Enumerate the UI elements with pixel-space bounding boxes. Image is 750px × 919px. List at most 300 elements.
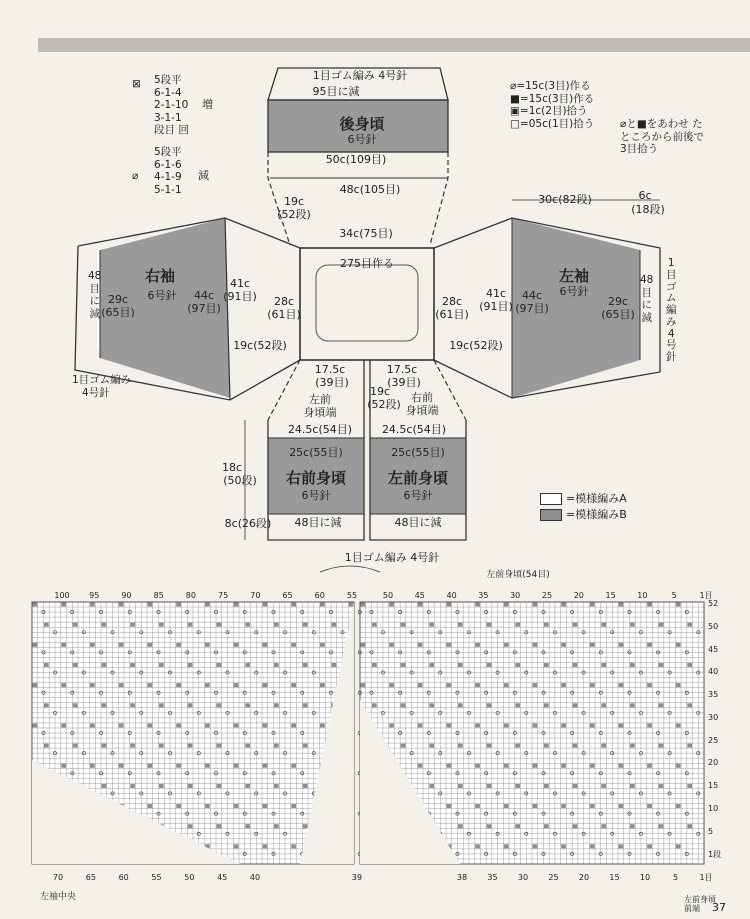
stitch-mark-b	[234, 643, 239, 647]
arm-cuff-1: 6c	[638, 189, 652, 202]
stitch-mark-b	[630, 744, 635, 748]
chart-axis-number: 35	[487, 873, 498, 882]
stitch-mark-b	[159, 623, 164, 627]
stitch-mark-b	[274, 623, 279, 627]
stitch-mark-b	[418, 764, 423, 768]
stitch-mark-b	[44, 623, 49, 627]
stitch-mark-b	[647, 723, 652, 727]
stitch-mark-b	[389, 643, 394, 647]
stitch-mark-b	[159, 784, 164, 788]
stitch-mark-b	[458, 623, 463, 627]
chart-axis-number: 60	[314, 591, 325, 600]
stitch-mark-b	[303, 663, 308, 667]
stitch-mark-b	[447, 683, 452, 687]
chart-axis-number: 35	[478, 591, 489, 600]
stitch-mark-b	[176, 683, 181, 687]
stitch-mark-b	[487, 744, 492, 748]
note-line: ■=15c(3目)作る	[510, 92, 595, 105]
stitch-mark-b	[188, 744, 193, 748]
stitch-mark-b	[263, 643, 268, 647]
chart-axis-number: 60	[118, 873, 129, 882]
stitch-mark-b	[458, 663, 463, 667]
chart-axis-number: 75	[218, 591, 229, 600]
arm-cuff-2: (18段)	[631, 203, 665, 216]
rib-char: 1	[667, 257, 675, 269]
dec-line: 5段平	[154, 146, 182, 158]
stitch-mark-b	[659, 703, 664, 707]
stitch-mark-b	[148, 804, 153, 808]
dec-line: 4-1-9	[154, 171, 182, 184]
stitch-mark-b	[515, 703, 520, 707]
stitch-mark-b	[647, 844, 652, 848]
chart-axis-number: 90	[121, 591, 132, 600]
stitch-mark-b	[389, 723, 394, 727]
stitch-mark-b	[332, 623, 337, 627]
bottom-rib-label: 1目ゴム編み 4号針	[344, 551, 440, 564]
stitch-mark-b	[475, 804, 480, 808]
stitch-mark-b	[504, 603, 509, 607]
stitch-mark-b	[263, 764, 268, 768]
stitch-mark-b	[647, 643, 652, 647]
stitch-mark-b	[533, 683, 538, 687]
stitch-mark-b	[217, 703, 222, 707]
stitch-mark-b	[630, 703, 635, 707]
stitch-mark-b	[44, 744, 49, 748]
stitch-mark-b	[447, 643, 452, 647]
stitch-mark-b	[573, 824, 578, 828]
stitch-mark-b	[205, 643, 210, 647]
rib-char: 編	[666, 304, 677, 316]
stitch-mark-b	[234, 723, 239, 727]
stitch-mark-b	[291, 804, 296, 808]
inc-line: 6-1-4	[154, 86, 182, 99]
stitch-mark-b	[659, 623, 664, 627]
chart-axis-number: 80	[185, 591, 196, 600]
neck-width: 34c(75目)	[339, 227, 393, 240]
stitch-mark-b	[687, 663, 692, 667]
stitch-mark-b	[544, 623, 549, 627]
stitch-mark-b	[188, 703, 193, 707]
stitch-mark-b	[303, 784, 308, 788]
chart-row-number: 20	[708, 758, 719, 768]
chart-header: 左前身頃(54目)	[486, 570, 550, 580]
stitch-mark-b	[475, 603, 480, 607]
sleeve-left-raglan-1: 41c	[485, 287, 507, 300]
sleeve-right-width-2: (65目)	[101, 306, 135, 319]
chart-row-number: 1段	[708, 849, 722, 859]
stitch-mark-b	[590, 683, 595, 687]
chart-axis-number: 40	[446, 591, 457, 600]
stitch-mark-b	[504, 764, 509, 768]
stitch-mark-b	[573, 744, 578, 748]
legend-label-b: =模様編みB	[566, 508, 627, 521]
front-left-title: 左前身頃	[387, 469, 449, 487]
stitch-mark-b	[619, 603, 624, 607]
stitch-mark-b	[544, 744, 549, 748]
stitch-mark-b	[188, 824, 193, 828]
stitch-mark-b	[590, 764, 595, 768]
front-right-title: 右前身頃	[285, 469, 347, 487]
sleeve-right-length-2: (97目)	[187, 302, 221, 315]
stitch-mark-b	[245, 703, 250, 707]
stitch-mark-b	[303, 824, 308, 828]
stitch-mark-b	[590, 844, 595, 848]
cuff-char: 48	[88, 270, 102, 282]
chart-axis-number: 1目	[699, 873, 713, 882]
stitch-mark-b	[659, 744, 664, 748]
note-line: ▣=1c(2目)拾う	[510, 105, 588, 118]
increase-word: 増	[202, 98, 213, 111]
stitch-mark-b	[601, 623, 606, 627]
sleeve-left-width-2: (65目)	[601, 308, 635, 321]
stitch-mark-b	[73, 744, 78, 748]
dec-line: 6-1-6	[154, 158, 182, 171]
stitch-mark-b	[90, 683, 95, 687]
stitch-mark-b	[659, 784, 664, 788]
chart-axis-number: 70	[52, 873, 64, 882]
stitch-mark-b	[61, 643, 66, 647]
stitch-mark-b	[515, 784, 520, 788]
stitch-mark-b	[487, 663, 492, 667]
legend-swatch-a	[540, 493, 562, 505]
front-left-neck-1: 17.5c	[386, 363, 418, 376]
front-left-needle: 6号針	[403, 489, 433, 502]
stitch-mark-b	[647, 603, 652, 607]
front-left-side-2: (52段)	[367, 398, 401, 411]
stitch-mark-b	[119, 764, 124, 768]
stitch-mark-b	[217, 744, 222, 748]
stitch-mark-b	[619, 683, 624, 687]
chart-row-number: 15	[708, 781, 719, 791]
stitch-mark-b	[263, 683, 268, 687]
chart-axis-number: 65	[85, 873, 96, 882]
rib-line: 1目ゴム編み	[72, 374, 132, 386]
chart-axis-number: 25	[541, 591, 553, 600]
inc-line: 段目 回	[154, 124, 189, 137]
stitch-mark-b	[361, 643, 366, 647]
stitch-mark-b	[332, 663, 337, 667]
sleeve-right-side: 19c(52段)	[233, 339, 287, 352]
stitch-mark-b	[544, 784, 549, 788]
sleeve-left-length-2: (97目)	[515, 302, 549, 315]
front-left-center-1: 右前	[411, 391, 433, 404]
chart-axis-number: 55	[346, 591, 358, 600]
stitch-mark-b	[533, 603, 538, 607]
stitch-mark-b	[205, 683, 210, 687]
chart-row-number: 30	[708, 712, 719, 722]
sleeve-right-cuff-dec	[88, 270, 101, 320]
stitch-mark-b	[487, 824, 492, 828]
stitch-mark-b	[401, 623, 406, 627]
sleeve-left-length-1: 44c	[521, 289, 543, 302]
stitch-mark-b	[320, 683, 325, 687]
increase-lines	[154, 74, 189, 137]
chart-axis-number: 15	[605, 591, 616, 600]
stitch-mark-b	[33, 603, 38, 607]
stitch-mark-b	[429, 703, 434, 707]
stitch-mark-b	[401, 703, 406, 707]
decrease-word: 減	[198, 169, 209, 182]
stitch-mark-b	[119, 603, 124, 607]
front-right-body: 25c(55目)	[289, 446, 343, 459]
stitch-mark-b	[372, 703, 377, 707]
stitch-mark-b	[188, 784, 193, 788]
sleeve-left-side: 19c(52段)	[449, 339, 503, 352]
stitch-mark-b	[188, 623, 193, 627]
stitch-mark-b	[119, 683, 124, 687]
chart-axis-number: 38	[456, 873, 468, 882]
chart-axis-number: 50	[382, 591, 394, 600]
stitch-mark-b	[447, 603, 452, 607]
stitch-mark-b	[418, 723, 423, 727]
stitch-mark-b	[458, 824, 463, 828]
chart-axis-number: 100	[54, 591, 70, 600]
stitch-mark-b	[217, 784, 222, 788]
stitch-mark-b	[515, 623, 520, 627]
stitch-mark-b	[504, 683, 509, 687]
stitch-mark-b	[274, 744, 279, 748]
stitch-mark-b	[303, 744, 308, 748]
stitch-mark-b	[630, 784, 635, 788]
stitch-mark-b	[429, 623, 434, 627]
stitch-mark-b	[205, 723, 210, 727]
sleeve-right-length-1: 44c	[193, 289, 215, 302]
front-left-center-2: 身頃端	[405, 404, 439, 417]
stitch-mark-b	[159, 703, 164, 707]
back-title: 後身頃	[339, 115, 385, 133]
rib-char: ゴ	[666, 280, 677, 293]
stitch-mark-b	[102, 623, 107, 627]
stitch-mark-b	[561, 723, 566, 727]
cuff-char: 目	[89, 282, 100, 295]
stitch-mark-b	[475, 723, 480, 727]
stitch-mark-b	[573, 663, 578, 667]
stitch-mark-b	[320, 603, 325, 607]
stitch-mark-b	[130, 623, 135, 627]
stitch-mark-b	[475, 844, 480, 848]
stitch-mark-b	[188, 663, 193, 667]
stitch-mark-b	[687, 784, 692, 788]
stitch-mark-b	[274, 663, 279, 667]
inc-line: 2-1-10	[154, 99, 189, 112]
stitch-mark-b	[418, 683, 423, 687]
chart-axis-number: 95	[89, 591, 100, 600]
stitch-mark-b	[148, 683, 153, 687]
stitch-mark-b	[590, 603, 595, 607]
stitch-mark-b	[102, 703, 107, 707]
chart-axis-number: 20	[578, 873, 590, 882]
stitch-mark-b	[561, 804, 566, 808]
stitch-mark-b	[487, 703, 492, 707]
cuff-char: に	[641, 299, 652, 312]
stitch-mark-b	[205, 764, 210, 768]
stitch-mark-b	[61, 603, 66, 607]
stitch-mark-b	[102, 784, 107, 788]
stitch-mark-b	[389, 683, 394, 687]
stitch-mark-b	[429, 744, 434, 748]
stitch-mark-b	[561, 764, 566, 768]
stitch-mark-b	[217, 663, 222, 667]
sleeve-right-needle: 6号針	[147, 289, 177, 302]
stitch-mark-b	[130, 663, 135, 667]
stitch-mark-b	[44, 663, 49, 667]
chart-row-number: 35	[708, 690, 719, 700]
stitch-mark-b	[361, 603, 366, 607]
stitch-mark-b	[148, 603, 153, 607]
front-height-2: (50段)	[223, 474, 257, 487]
stitch-mark-b	[515, 744, 520, 748]
stitch-mark-b	[659, 663, 664, 667]
stitch-mark-b	[630, 824, 635, 828]
back-bottom-width: 48c(105目)	[339, 183, 401, 196]
stitch-mark-b	[176, 603, 181, 607]
rib-line: 4号針	[82, 386, 110, 399]
legend-label-a: =模様編みA	[566, 492, 627, 505]
back-side-1: 19c	[283, 195, 305, 208]
chart-row-number: 45	[708, 644, 719, 654]
inc-line: 5段平	[154, 74, 182, 86]
stitch-mark-b	[687, 824, 692, 828]
stitch-mark-b	[361, 683, 366, 687]
chart-row-number: 10	[708, 804, 719, 814]
stitch-mark-b	[102, 663, 107, 667]
stitch-mark-b	[676, 683, 681, 687]
legend-item-b	[540, 509, 627, 522]
front-height-1: 18c	[221, 461, 243, 474]
stitch-mark-b	[418, 643, 423, 647]
sleeve-right-title: 右袖	[144, 267, 176, 285]
stitch-mark-b	[176, 643, 181, 647]
stitch-mark-b	[291, 683, 296, 687]
note-line: ⌀=15c(3目)作る	[510, 80, 591, 92]
stitch-mark-b	[601, 663, 606, 667]
stitch-mark-b	[245, 623, 250, 627]
chart-row-number: 50	[708, 621, 719, 631]
cuff-char: 減	[89, 307, 100, 320]
back-dec-label: 95目に減	[312, 85, 360, 98]
stitch-mark-b	[245, 824, 250, 828]
chart-axis-number: 1目	[699, 591, 713, 600]
stitch-mark-b	[676, 844, 681, 848]
front-left-width: 24.5c(54目)	[381, 423, 447, 436]
stitch-mark-b	[176, 804, 181, 808]
stitch-mark-b	[687, 623, 692, 627]
stitch-mark-b	[619, 643, 624, 647]
stitch-mark-b	[573, 703, 578, 707]
sleeve-left-cuff-dec	[640, 274, 653, 324]
stitch-mark-b	[533, 723, 538, 727]
stitch-mark-b	[245, 784, 250, 788]
stitch-mark-b	[429, 663, 434, 667]
chart-axis-number: 10	[637, 591, 648, 600]
stitch-mark-b	[630, 623, 635, 627]
stitch-mark-b	[159, 663, 164, 667]
stitch-mark-b	[429, 784, 434, 788]
stitch-mark-b	[291, 764, 296, 768]
chart-axis-number: 5	[672, 873, 679, 882]
stitch-mark-b	[148, 723, 153, 727]
chart-axis-number: 70	[250, 591, 261, 600]
chart-axis-number: 85	[153, 591, 164, 600]
edge-line: 左前身頃	[684, 895, 716, 904]
left-center-label: 左袖中央	[40, 892, 77, 902]
stitch-mark-b	[561, 844, 566, 848]
stitch-mark-b	[533, 764, 538, 768]
stitch-mark-b	[274, 703, 279, 707]
cuff-char: に	[89, 295, 100, 308]
stitch-mark-b	[234, 804, 239, 808]
rib-char: ム	[666, 292, 677, 305]
stitch-mark-b	[447, 723, 452, 727]
stitch-mark-b	[619, 723, 624, 727]
stitch-mark-b	[90, 603, 95, 607]
stitch-mark-b	[119, 723, 124, 727]
stitch-mark-b	[245, 663, 250, 667]
chart-axis-number: 25	[548, 873, 559, 882]
decrease-symbol: ⌀	[132, 170, 139, 182]
sleeve-left-rib	[666, 258, 677, 364]
stitch-mark-b	[544, 703, 549, 707]
stitch-mark-b	[274, 824, 279, 828]
chart-axis-number: 65	[282, 591, 293, 600]
stitch-mark-b	[573, 784, 578, 788]
front-left-side-1: 19c	[369, 385, 391, 398]
sleeve-right-rib	[72, 374, 131, 399]
stitch-mark-b	[487, 623, 492, 627]
stitch-mark-b	[130, 784, 135, 788]
stitch-mark-b	[90, 643, 95, 647]
front-right-needle: 6号針	[301, 489, 331, 502]
stitch-mark-b	[676, 804, 681, 808]
stitch-mark-b	[533, 643, 538, 647]
stitch-mark-b	[33, 643, 38, 647]
stitch-mark-b	[389, 603, 394, 607]
stitch-mark-b	[320, 723, 325, 727]
neck-cast-on: 275目作る	[340, 257, 394, 270]
stitch-mark-b	[647, 683, 652, 687]
stitch-mark-b	[504, 723, 509, 727]
back-side-2: (52段)	[277, 208, 311, 221]
stitch-mark-b	[647, 764, 652, 768]
stitch-mark-b	[90, 764, 95, 768]
stitch-mark-b	[458, 703, 463, 707]
stitch-mark-b	[372, 623, 377, 627]
inc-line: 3-1-1	[154, 111, 182, 124]
stitch-mark-b	[130, 703, 135, 707]
stitch-mark-b	[234, 764, 239, 768]
stitch-mark-b	[263, 723, 268, 727]
cuff-char: 48	[640, 274, 654, 286]
sleeve-right-raglan-1: 41c	[229, 277, 251, 290]
front-left-bottom: 48目に減	[394, 516, 442, 529]
stitch-mark-b	[130, 744, 135, 748]
stitch-mark-b	[119, 643, 124, 647]
stitch-mark-b	[676, 643, 681, 647]
chart-row-number: 52	[708, 599, 719, 608]
stitch-mark-b	[447, 804, 452, 808]
stitch-mark-b	[515, 824, 520, 828]
page-number: 37	[712, 901, 726, 914]
cuff-char: 目	[641, 286, 652, 299]
stitch-mark-b	[619, 764, 624, 768]
stitch-mark-b	[291, 603, 296, 607]
stitch-mark-b	[458, 784, 463, 788]
stitch-mark-b	[102, 744, 107, 748]
stitch-mark-b	[303, 703, 308, 707]
chart-axis-number: 20	[573, 591, 584, 600]
stitch-mark-b	[148, 764, 153, 768]
stitch-mark-b	[676, 723, 681, 727]
